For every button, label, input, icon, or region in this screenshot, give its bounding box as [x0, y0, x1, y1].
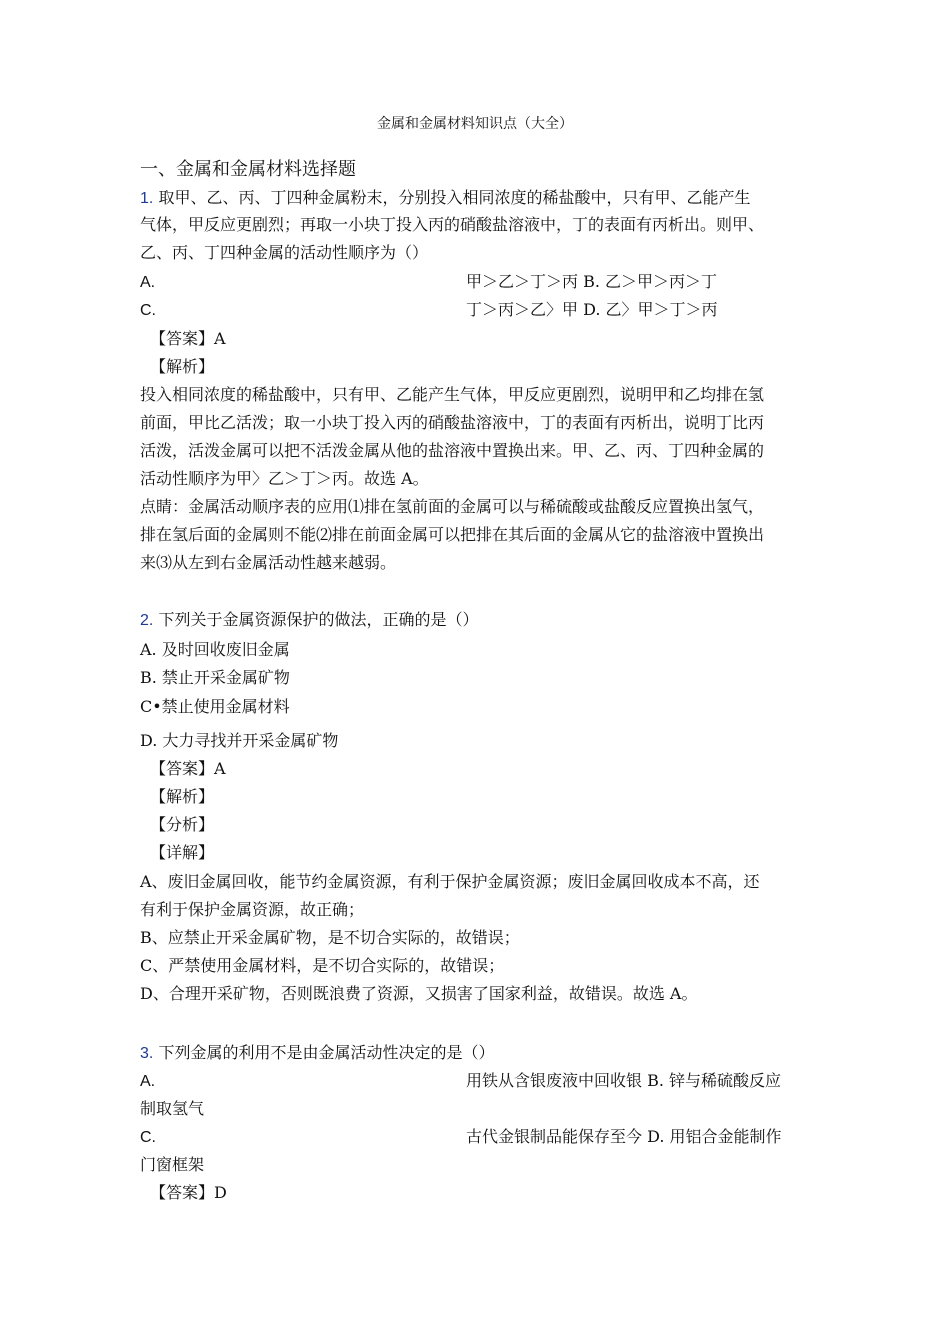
- q2-option-d: D. 大力寻找并开采金属矿物: [140, 731, 339, 750]
- q2-number: 2.: [140, 612, 154, 629]
- q1-answer: 【答案】A: [150, 329, 226, 348]
- q1-tip-3: 来⑶从左到右金属活动性越来越弱。: [140, 553, 397, 572]
- q3-options-ab: 用铁从含银废液中回收银 B. 锌与稀硫酸反应: [466, 1071, 782, 1090]
- q3-stem-line: [140, 1043, 494, 1064]
- q3-answer: 【答案】D: [150, 1183, 227, 1202]
- q2-detail-2: 有利于保护金属资源，故正确；: [140, 900, 365, 919]
- q2-stem: 下列关于金属资源保护的做法，正确的是（）: [158, 610, 479, 629]
- q3-stem: 下列金属的利用不是由金属活动性决定的是（）: [158, 1043, 495, 1062]
- q2-fenxi-heading: 【分析】: [150, 815, 215, 834]
- q3-option-a-label: A.: [140, 1073, 156, 1090]
- q1-text-1: 取甲、乙、丙、丁四种金属粉末，分别投入相同浓度的稀盐酸中，只有甲、乙能产生: [158, 188, 751, 207]
- q1-options-cd: 丁＞丙＞乙〉甲 D. 乙〉甲＞丁＞丙: [466, 300, 718, 319]
- q1-analysis-heading: 【解析】: [150, 357, 215, 376]
- q2-detail-5: D、合理开采矿物，否则既浪费了资源，又损害了国家利益，故错误。故选 A。: [140, 984, 698, 1003]
- q2-answer: 【答案】A: [150, 759, 226, 778]
- q3-options-cd-continued: 门窗框架: [140, 1155, 205, 1174]
- q1-option-a-label: A.: [140, 274, 156, 291]
- q2-detail-4: C、严禁使用金属材料，是不切合实际的，故错误；: [140, 956, 505, 975]
- q2-detail-heading: 【详解】: [150, 843, 215, 862]
- q3-options-ab-continued: 制取氢气: [140, 1099, 205, 1118]
- q2-detail-3: B、应禁止开采金属矿物，是不切合实际的，故错误；: [140, 928, 520, 947]
- q2-stem-line: [140, 610, 478, 631]
- q3-options-cd: 古代金银制品能保存至今 D. 用铝合金能制作: [466, 1127, 782, 1146]
- q2-option-c: C•禁止使用金属材料: [140, 697, 290, 716]
- q1-tip-2: 排在氢后面的金属则不能⑵排在前面金属可以把排在其后面的金属从它的盐溶液中置换出: [140, 525, 765, 544]
- q1-line-1: [140, 188, 750, 209]
- q1-explanation-1: 投入相同浓度的稀盐酸中，只有甲、乙能产生气体，甲反应更剧烈，说明甲和乙均排在氢: [140, 385, 765, 404]
- q1-line-3: 乙、丙、丁四种金属的活动性顺序为（）: [140, 243, 429, 262]
- q2-detail-1: A、废旧金属回收，能节约金属资源，有利于保护金属资源；废旧金属回收成本不高，还: [140, 872, 760, 891]
- section-title: 一、金属和金属材料选择题: [140, 159, 356, 180]
- document-title: 金属和金属材料知识点（大全）: [377, 116, 573, 132]
- q3-option-c-label: C.: [140, 1129, 156, 1146]
- q1-number: 1.: [140, 190, 154, 207]
- q1-tip-1: 点睛：金属活动顺序表的应用⑴排在氢前面的金属可以与稀硫酸或盐酸反应置换出氢气，: [140, 497, 765, 516]
- q2-option-a: A. 及时回收废旧金属: [140, 640, 290, 659]
- q1-options-ab: 甲＞乙＞丁＞丙 B. 乙＞甲＞丙＞丁: [466, 272, 718, 291]
- q3-number: 3.: [140, 1045, 154, 1062]
- q1-explanation-3: 活泼，活泼金属可以把不活泼金属从他的盐溶液中置换出来。甲、乙、丙、丁四种金属的: [140, 441, 765, 460]
- q1-explanation-2: 前面，甲比乙活泼；取一小块丁投入丙的硝酸盐溶液中，丁的表面有丙析出，说明丁比丙: [140, 413, 765, 432]
- q1-explanation-4: 活动性顺序为甲〉乙＞丁＞丙。故选 A。: [140, 469, 429, 488]
- q1-option-c-label: C.: [140, 302, 156, 319]
- q2-analysis-heading: 【解析】: [150, 787, 215, 806]
- q1-line-2: 气体，甲反应更剧烈；再取一小块丁投入丙的硝酸盐溶液中，丁的表面有丙析出。则甲、: [140, 215, 765, 234]
- q2-option-b: B. 禁止开采金属矿物: [140, 668, 290, 687]
